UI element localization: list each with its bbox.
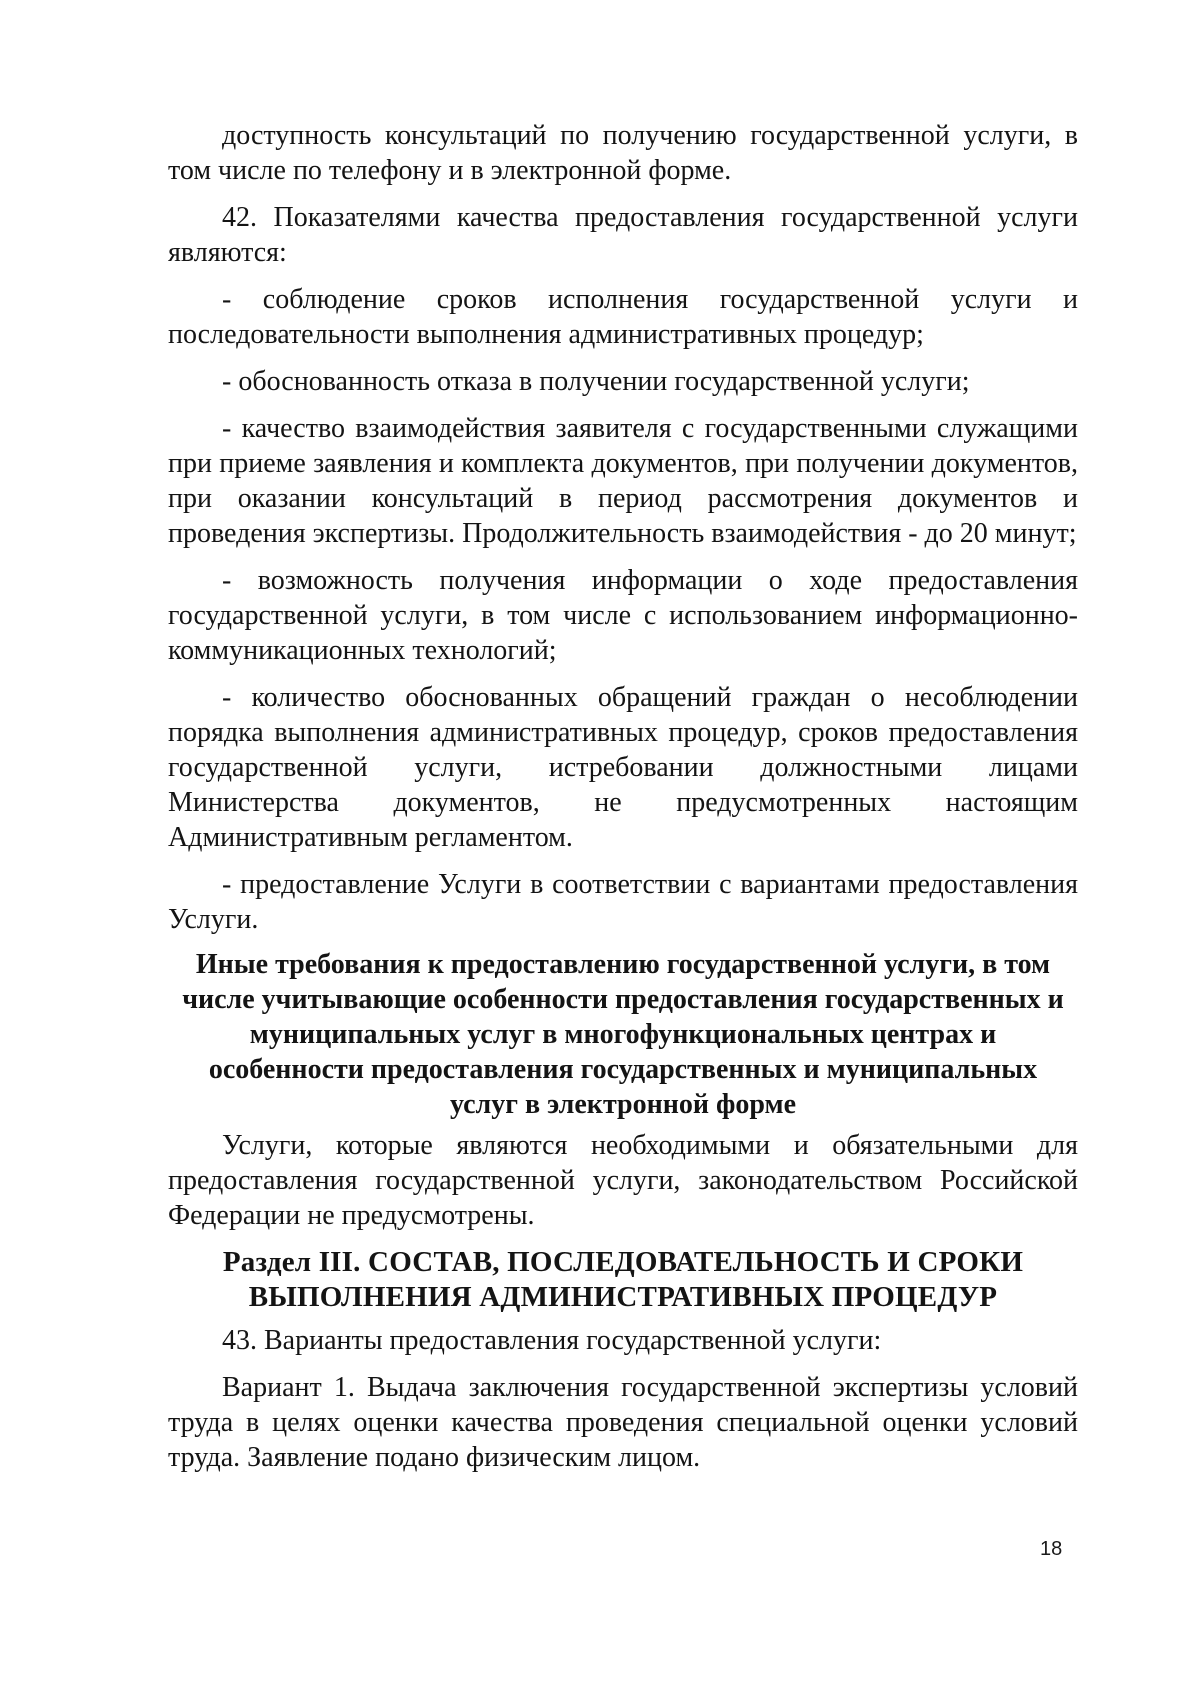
- document-page: [168, 118, 1078, 1487]
- paragraph-required-services: Услуги, которые являются необходимыми и обязательными для предоставления государственной услуги, законодательством Российской Федерации не предусмотрены.: [168, 1130, 1078, 1231]
- list-item-progress-information: - возможность получения информации о ходе предоставления государственной услуги, в том числе с использованием информационно-коммуникационных технологий;: [168, 565, 1078, 666]
- paragraph-42-quality-indicators: 42. Показателями качества предоставления государственной услуги являются:: [168, 202, 1078, 268]
- list-item-complaints-count: - количество обоснованных обращений граждан о несоблюдении порядка выполнения административных процедур, сроков предоставления государственной услуги, истребовании должностными лицами Министерства документов, не предусмотренных настоящим Административным регламентом.: [168, 682, 1078, 853]
- paragraph-43-variants: 43. Варианты предоставления государственной услуги:: [222, 1325, 882, 1356]
- paragraph-variant-1: Вариант 1. Выдача заключения государственной экспертизы условий труда в целях оценки качества проведения специальной оценки условий труда. Заявление подано физическим лицом.: [168, 1372, 1078, 1473]
- list-item-deadlines-compliance: - соблюдение сроков исполнения государственной услуги и последовательности выполнения административных процедур;: [168, 284, 1078, 350]
- page-number: 18: [1040, 1538, 1063, 1560]
- list-item-service-variants: - предоставление Услуги в соответствии с вариантами предоставления Услуги.: [168, 869, 1078, 935]
- paragraph-consultation-availability: доступность консультаций по получению государственной услуги, в том числе по телефону и в электронной форме.: [168, 120, 1078, 186]
- list-item-interaction-quality: - качество взаимодействия заявителя с государственными служащими при приеме заявления и комплекта документов, при получении документов, при оказании консультаций в период рассмотрения документов и проведения экспертизы. Продолжительность взаимодействия - до 20 минут;: [168, 413, 1078, 549]
- list-item-refusal-justification: - обоснованность отказа в получении государственной услуги;: [222, 366, 970, 397]
- heading-other-requirements: Иные требования к предоставлению государственной услуги, в том числе учитывающие особенности предоставления государственных и муниципальных услуг в многофункциональных центрах и особенности предоставления государственных и муниципальных услуг в электронной форме: [182, 949, 1064, 1120]
- section-iii-heading: Раздел III. СОСТАВ, ПОСЛЕДОВАТЕЛЬНОСТЬ И СРОКИ ВЫПОЛНЕНИЯ АДМИНИСТРАТИВНЫХ ПРОЦЕДУР: [222, 1246, 1024, 1313]
